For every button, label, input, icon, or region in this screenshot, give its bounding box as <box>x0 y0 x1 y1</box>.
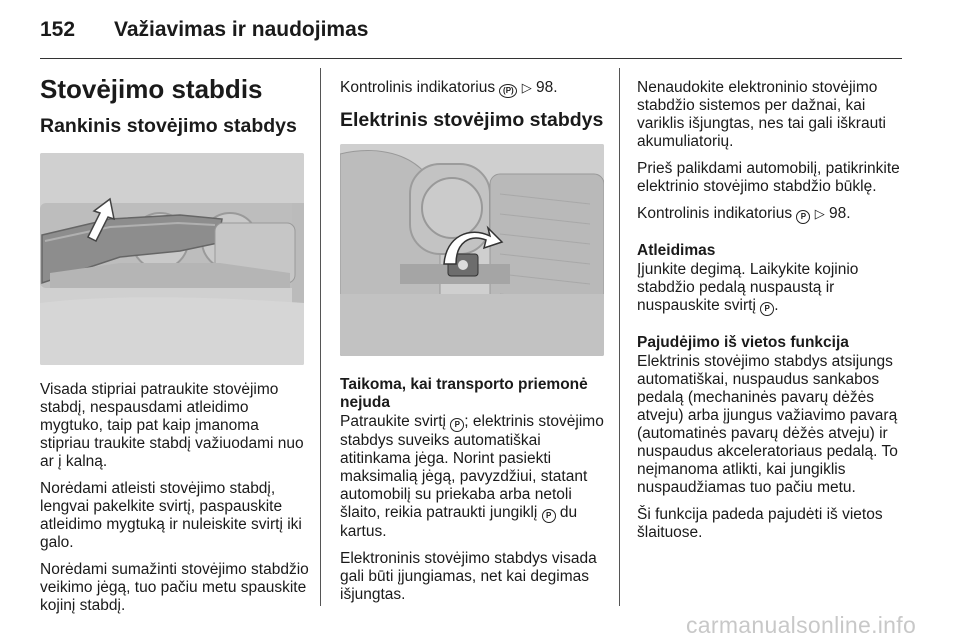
paragraph-part: du kartus. <box>340 504 578 540</box>
drive-away-heading: Pajudėjimo iš vietos funkcija <box>637 334 849 351</box>
paragraph-part: ; elektrinis stovėjimo stabdys suveiks automatiškai atitinkama jėga. Norint pasiekti maksimalią jėgą, pavyzdžiui, statant automobilį su priekaba arba netoli šlaito, reikia patraukti jungiklį <box>340 413 604 521</box>
section-heading: Stovėjimo stabdis <box>40 74 263 104</box>
indicator-text: Kontrolinis indikatorius <box>637 205 793 222</box>
paragraph <box>340 413 608 541</box>
manual-handbrake-photo <box>40 153 304 365</box>
paragraph: Visada stipriai patraukite stovėjimo stabdį, nespausdami atleidimo mygtuko, taip pat kaip įmanoma stipriau traukite stabdį važiuodami nuo ar į kalną. <box>40 381 304 470</box>
page-title: Važiavimas ir naudojimas <box>114 18 369 41</box>
header-rule <box>40 58 902 59</box>
electric-brake-switch-photo <box>340 144 604 356</box>
section-heading: Elektrinis stovėjimo stabdys <box>340 109 604 131</box>
page-reference-arrow-icon: ▷ <box>814 206 825 221</box>
watermark: carmanualsonline.info <box>686 612 917 638</box>
indicator-line <box>340 79 608 98</box>
indicator-text: Kontrolinis indikatorius <box>340 79 496 96</box>
paragraph: Įjunkite degimą. Laikykite kojinio stabdžio pedalą nuspaustą ir nuspauskite svirtį P . <box>637 261 859 314</box>
page-header <box>40 18 368 42</box>
paragraph: Norėdami atleisti stovėjimo stabdį, lengvai pakelkite svirtį, paspauskite atleidimo mygtuką ir nuleiskite svirtį iki galo. <box>40 480 302 551</box>
parking-brake-switch-icon: P <box>542 509 556 523</box>
paragraph: Norėdami sumažinti stovėjimo stabdžio veikimo jėgą, tuo pačiu metu spauskite kojinį stabdį. <box>40 561 309 614</box>
parking-brake-switch-icon: P <box>760 302 774 316</box>
paragraph-part: Įjunkite degimą. Laikykite kojinio stabdžio pedalą nuspaustą ir nuspauskite svirtį <box>637 261 859 314</box>
paragraph: Prieš palikdami automobilį, patikrinkite elektrinio stovėjimo stabdžio būklę. <box>637 160 900 195</box>
column-1 <box>40 62 312 624</box>
page-number: 152 <box>40 18 76 41</box>
column-2 <box>340 79 608 613</box>
indicator-page-ref: 98. <box>829 205 851 222</box>
indicator-line <box>637 205 905 224</box>
column-divider <box>619 68 620 606</box>
release-heading: Atleidimas <box>637 242 716 259</box>
indicator-page-ref: 98. <box>536 79 558 96</box>
paragraph: Ši funkcija padeda pajudėti iš vietos šlaituose. <box>637 506 883 541</box>
parking-brake-switch-icon: P <box>450 418 464 432</box>
paragraph-part: Patraukite svirtį <box>340 413 446 430</box>
column-3 <box>637 79 905 551</box>
paragraph: Elektrinis stovėjimo stabdys atsijungs automatiškai, nuspaudus sankabos pedalą (mechaninės pavarų dėžės atveju) arba įjungus važiavimo pavarą (automatinės pavarų dėžės atveju) ir nuspaudus akceleratoriaus pedalą. To neįmanoma atlikti, kai jungiklis nuspaudžiamas tuo pačiu metu. <box>637 353 898 496</box>
page-reference-arrow-icon: ▷ <box>521 80 532 95</box>
paragraph: Nenaudokite elektroninio stovėjimo stabdžio sistemos per dažnai, kai variklis išjungtas, nes tai gali iškrauti akumuliatorių. <box>637 79 886 150</box>
column-divider <box>320 68 321 606</box>
parking-brake-indicator-icon: P <box>796 210 810 224</box>
condition-heading: Taikoma, kai transporto priemonė nejuda <box>340 376 588 411</box>
parking-brake-warning-icon: (P) <box>499 84 517 98</box>
paragraph: Elektroninis stovėjimo stabdys visada gali būti įjungiamas, net kai degimas išjungtas. <box>340 550 597 603</box>
subsection-heading: Rankinis stovėjimo stabdys <box>40 115 297 137</box>
